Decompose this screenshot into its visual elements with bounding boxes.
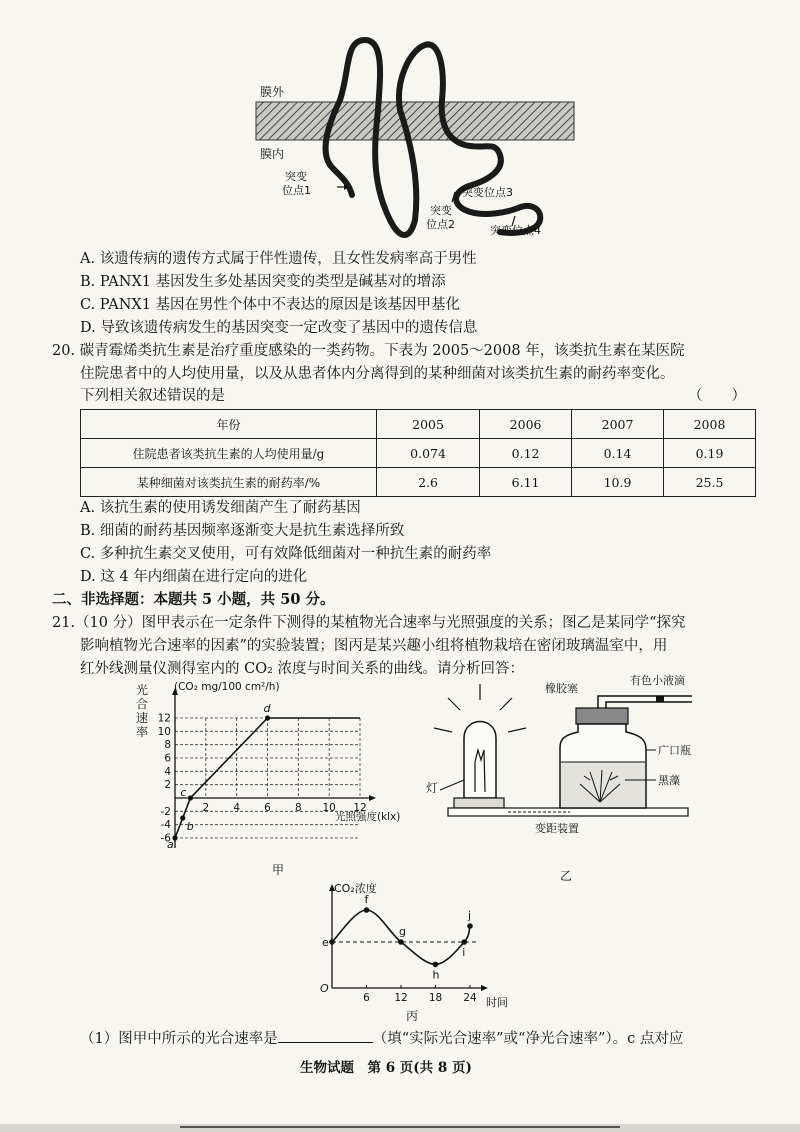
table-header-cell: 2005: [377, 410, 480, 439]
table-cell: 0.14: [572, 439, 664, 468]
chart-jia-xlabel: 光照强度(klx): [335, 811, 401, 823]
droplet-label: 有色小液滴: [630, 674, 685, 687]
x-tick-label: 12: [394, 992, 408, 1004]
chart-jia-ylabel-4: 率: [136, 725, 149, 739]
rail-label: 变距装置: [535, 822, 579, 835]
y-tick-label: 8: [164, 739, 171, 752]
flask-label: 广口瓶: [658, 744, 691, 757]
x-tick-label: 4: [233, 802, 241, 814]
site1-label-b: 位点1: [282, 184, 311, 197]
membrane-band: [256, 102, 574, 140]
apparatus-caption: 乙: [560, 869, 573, 883]
q21-line1: 21.（10 分）图甲表示在一定条件下测得的某植物光合速率与光照强度的关系；图乙是某同学“探究: [52, 615, 686, 631]
data-point: [364, 907, 370, 913]
table-header-cell: 年份: [81, 410, 377, 439]
x-tick-label: 6: [363, 992, 370, 1004]
q20-stem-line2: 住院患者中的人均使用量，以及从患者体内分离得到的某种细菌对该类抗生素的耐药率变化。: [80, 366, 675, 382]
membrane-inside-label: 膜内: [260, 147, 285, 161]
q20-data-table: [80, 409, 756, 497]
q20-stem-line1: 20. 碳青霉烯类抗生素是治疗重度感染的一类药物。下表为 2005～2008 年，该类抗生素在某医院: [52, 343, 685, 359]
site1-label-a: 突变: [285, 170, 307, 183]
y-tick-label: 2: [164, 779, 171, 792]
colored-droplet: [656, 696, 664, 702]
data-point: [265, 715, 270, 720]
data-point: [461, 939, 467, 945]
x-axis-arrow: [369, 795, 376, 801]
membrane-protein-diagram: [250, 30, 580, 250]
q21-sub1-prefix: （1）图甲中所示的光合速率是: [80, 1031, 278, 1047]
x-tick-label: 12: [353, 802, 367, 814]
q19-option-a: A. 该遗传病的遗传方式属于伴性遗传，且女性发病率高于男性: [80, 251, 477, 267]
point-label: c: [180, 786, 187, 799]
data-point: [180, 815, 185, 820]
point-label: g: [399, 925, 406, 938]
table-row: [81, 468, 756, 497]
site4-label: 突变位点4: [490, 224, 541, 237]
chart-bing-xlabel: 时间: [486, 996, 508, 1009]
scan-edge-shadow: [0, 1118, 800, 1132]
data-point: [329, 939, 335, 945]
y-tick-label: 6: [164, 752, 171, 765]
lamp-label: 灯: [426, 781, 439, 795]
table-header-cell: 2006: [480, 410, 572, 439]
x-tick-label: 6: [264, 802, 271, 814]
q21-sub1: [80, 1028, 683, 1049]
chart-jia-yunit: (CO₂ mg/100 cm²/h): [174, 681, 280, 693]
chart-jia-ylabel-1: 光: [136, 683, 149, 697]
page-footer: 生物试题 第 6 页(共 8 页): [300, 1060, 472, 1076]
table-header-cell: 2007: [572, 410, 664, 439]
point-label: h: [432, 968, 440, 982]
point-label: b: [186, 820, 194, 833]
chart-jia-ylabel-2: 合: [136, 697, 149, 711]
x-tick-label: 8: [294, 802, 302, 814]
q21-sub1-suffix: （填“实际光合速率”或“净光合速率”）。c 点对应: [372, 1031, 684, 1047]
answer-blank[interactable]: [278, 1028, 373, 1043]
lamp-base: [454, 798, 504, 808]
protein-chain-start: [330, 165, 352, 195]
y-tick-label: -6: [160, 832, 171, 845]
data-point: [467, 923, 473, 929]
q19-option-d: D. 导致该遗传病发生的基因突变一定改变了基因中的遗传信息: [80, 320, 478, 336]
q19-option-b: B. PANX1 基因发生多处基因突变的类型是碱基对的增添: [80, 274, 446, 290]
table-cell: 25.5: [664, 468, 756, 497]
y-tick-label: 4: [164, 765, 171, 778]
q20-answer-paren: （ ）: [688, 388, 746, 404]
table-cell: 10.9: [572, 468, 664, 497]
table-cell: 6.11: [480, 468, 572, 497]
q20-option-d: D. 这 4 年内细菌在进行定向的进化: [80, 569, 308, 585]
data-point: [433, 962, 439, 968]
section-2-heading: 二、非选择题：本题共 5 小题，共 50 分。: [52, 591, 335, 608]
q19-option-c: C. PANX1 基因在男性个体中不表达的原因是该基因甲基化: [80, 297, 461, 313]
table-cell: 某种细菌对该类抗生素的耐药率/%: [81, 468, 377, 497]
x-tick-label: 2: [202, 802, 210, 814]
apparatus-yi: [420, 674, 710, 883]
y-tick-label: 12: [157, 712, 171, 725]
table-header-row: [81, 410, 756, 439]
data-point: [398, 939, 404, 945]
q20-option-b: B. 细菌的耐药基因频率逐渐变大是抗生素选择所致: [80, 523, 405, 539]
stopper-label: 橡胶塞: [545, 682, 578, 695]
chart-jia-caption: 甲: [272, 863, 285, 877]
table-cell: 2.6: [377, 468, 480, 497]
site3-label: 突变位点3: [462, 186, 513, 199]
q20-option-c: C. 多种抗生素交叉使用，可有效降低细菌对一种抗生素的耐药率: [80, 546, 492, 562]
plant-label: 黑藻: [658, 774, 680, 787]
chart-bing: [300, 880, 520, 1030]
x-tick-label: 10: [322, 802, 336, 814]
point-label: f: [364, 893, 369, 906]
chart-bing-ylabel: CO₂浓度: [334, 882, 377, 895]
q21-line3: 红外线测量仪测得室内的 CO₂ 浓度与时间关系的曲线。请分析回答：: [80, 661, 525, 677]
q21-line2: 影响植物光合速率的因素”的实验装置；图丙是某兴趣小组将植物栽培在密闭玻璃温室中，用: [80, 638, 668, 654]
point-label: a: [167, 838, 174, 851]
point-label: j: [468, 909, 472, 922]
x-axis-arrow: [481, 985, 488, 991]
point-label: e: [322, 936, 329, 949]
y-tick-label: -4: [160, 819, 171, 832]
y-tick-label: -2: [160, 805, 171, 818]
membrane-outside-label: 膜外: [260, 85, 285, 99]
chart-bing-origin: O: [320, 982, 329, 995]
table-cell: 0.19: [664, 439, 756, 468]
chart-jia-ylabel-3: 速: [136, 711, 149, 725]
y-tick-label: 10: [157, 725, 171, 738]
data-point: [188, 795, 193, 800]
flask-stopper: [576, 708, 628, 724]
site2-label-a: 突变: [430, 204, 452, 217]
point-label: d: [263, 702, 271, 715]
flask-water: [561, 762, 645, 807]
x-tick-label: 18: [428, 992, 443, 1004]
table-cell: 0.074: [377, 439, 480, 468]
q20-option-a: A. 该抗生素的使用诱发细菌产生了耐药基因: [80, 500, 361, 516]
table-cell: 0.12: [480, 439, 572, 468]
table-cell: 住院患者该类抗生素的人均使用量/g: [81, 439, 377, 468]
point-label: i: [462, 946, 466, 959]
q20-stem-line3: 下列相关叙述错误的是: [80, 388, 225, 404]
table-row: [81, 439, 756, 468]
table-header-cell: 2008: [664, 410, 756, 439]
x-tick-label: 24: [463, 992, 477, 1004]
site2-label-b: 位点2: [426, 218, 455, 231]
chart-jia: [130, 678, 430, 878]
lamp-bulb: [464, 722, 496, 799]
chart-bing-caption: 丙: [406, 1009, 419, 1023]
